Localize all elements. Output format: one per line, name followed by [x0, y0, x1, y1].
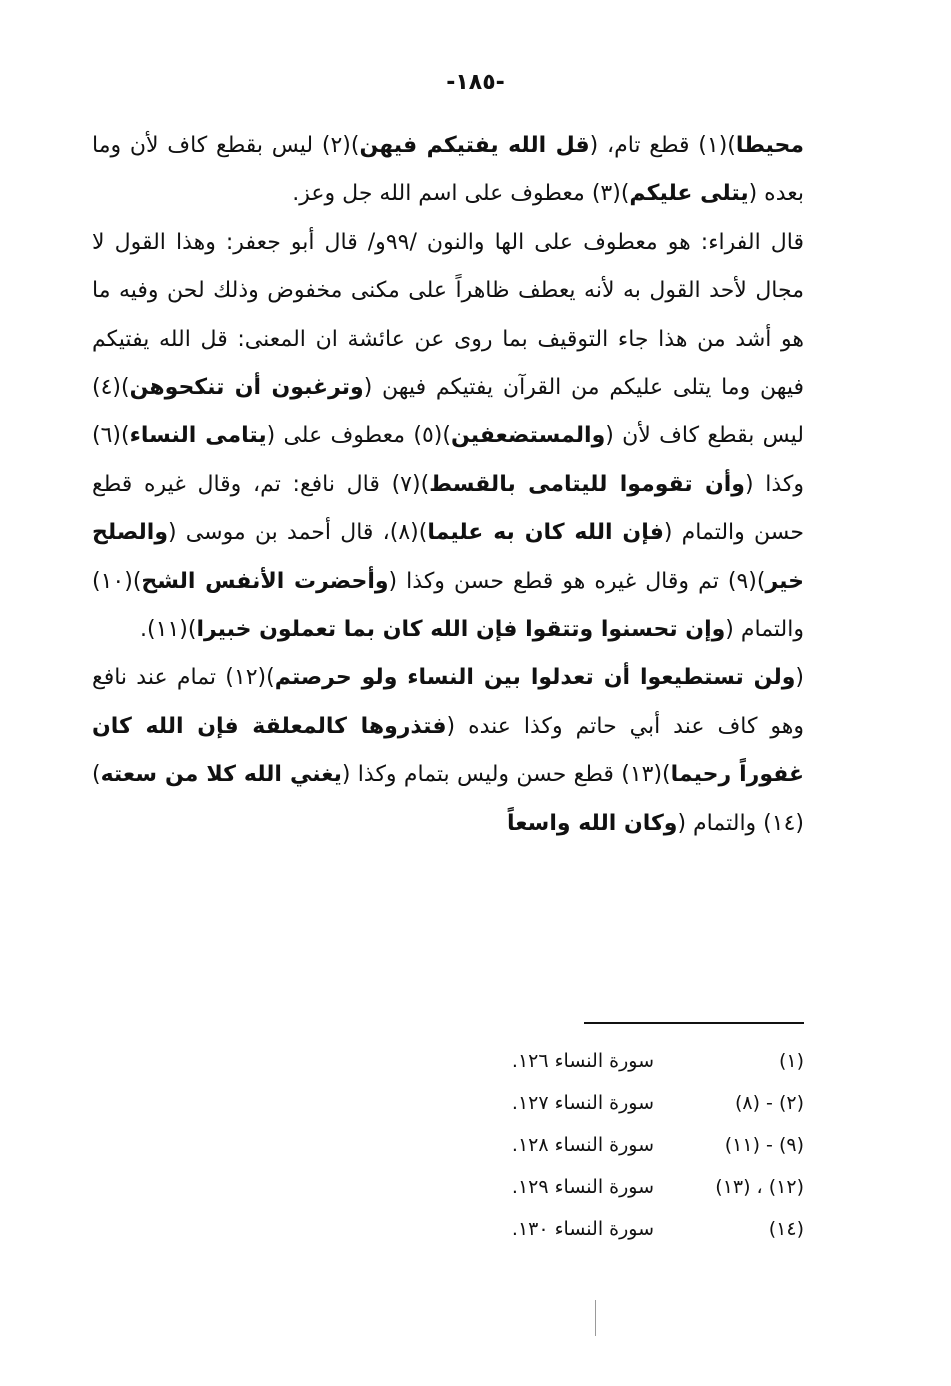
- paragraph: [92, 122, 804, 219]
- footnote-item: [470, 1124, 804, 1166]
- text-segment: )(٤) ليس بقطع كاف لأن (: [92, 375, 804, 449]
- quran-quote: قل الله يفتيكم فيهن: [359, 133, 590, 158]
- quran-quote: وترغبون أن تنكحوهن: [129, 375, 364, 401]
- main-text: [92, 122, 804, 848]
- footnote-item: [470, 1166, 804, 1208]
- quran-quote: يتلى عليكم: [629, 181, 749, 207]
- footnote-text: سورة النساء ١٢٨.: [511, 1134, 654, 1156]
- text-segment: )(٦) وكذا (: [92, 423, 804, 497]
- text-segment: قال الفراء: هو معطوف على الها والنون /٩٩و/ قال أبو جعفر: وهذا القول لا مجال لأحد القول به لأنه يعطف ظاهراً على مكنى مخفوض وذلك لحن وفيه ما هو أشد من هذا جاء التوقيف بما روى عن عائشة ان المعنى: قل الله يفتيكم فيهن وما يتلى عليكم من القرآن يفتيكم فيهن (: [92, 229, 805, 401]
- quran-quote: محيطا: [735, 133, 805, 158]
- text-segment: )(٣) معطوف على اسم الله جل وعز.: [292, 181, 630, 207]
- quran-quote: وأن تقوموا لليتامى بالقسط: [429, 471, 745, 497]
- footnote-text: سورة النساء ١٢٧.: [511, 1092, 654, 1114]
- footnote-item: [470, 1208, 804, 1250]
- footnote-ref: (٢) - (٨): [734, 1092, 804, 1114]
- text-segment: )(٧) قال نافع: تم، وقال غيره قطع حسن والتمام (: [92, 471, 804, 546]
- quran-quote: يتامى النساء: [129, 423, 267, 449]
- quran-quote: فإن الله كان به عليما: [427, 520, 664, 546]
- footnote-text: سورة النساء ١٢٩.: [511, 1176, 654, 1198]
- quran-quote: يغني الله كلا من سعته: [100, 762, 342, 788]
- quran-quote: ولن تستطيعوا أن تعدلوا بين النساء ولو حرصتم: [274, 665, 796, 691]
- footnote-item: [470, 1082, 804, 1124]
- quran-quote: وأحضرت الأنفس الشح: [141, 568, 389, 594]
- footnote-text: سورة النساء ١٣٠.: [511, 1218, 654, 1240]
- text-segment: )(١٣) قطع حسن وليس بتمام وكذا (: [341, 762, 671, 788]
- quran-quote: وإن تحسنوا وتتقوا فإن الله كان بما تعملون خبيرا: [196, 617, 726, 643]
- text-segment: )(١٢) تمام عند نافع وهو كاف عند أبي حاتم وكذا عنده (: [92, 665, 804, 739]
- quran-quote: والصلح خير: [92, 520, 804, 594]
- quran-quote: والمستضعفين: [450, 423, 606, 449]
- footnotes: [470, 1040, 804, 1250]
- text-segment: )(١١).: [140, 617, 197, 643]
- quran-quote: وكان الله واسعاً: [507, 810, 678, 836]
- paragraph: [92, 654, 804, 848]
- quran-quote: فتذروها كالمعلقة فإن الله كان غفوراً رحيما: [92, 713, 805, 788]
- text-segment: )(٩) تم وقال غيره هو قطع حسن وكذا (: [388, 568, 766, 594]
- footnote-ref: (١): [778, 1050, 804, 1072]
- paragraph: [92, 219, 804, 655]
- footnote-ref: (١٢) ، (١٣): [715, 1176, 804, 1198]
- footnote-ref: (١٤): [768, 1218, 804, 1240]
- text-segment: )(١٤) والتمام (: [92, 762, 804, 836]
- page-crease-mark: [595, 1300, 596, 1336]
- page-number: -١٨٥-: [446, 70, 505, 95]
- footnote-ref: (٩) - (١١): [724, 1134, 804, 1156]
- text-segment: )(١٠) والتمام (: [92, 568, 804, 643]
- footnote-text: سورة النساء ١٢٦.: [511, 1050, 654, 1072]
- text-segment: (: [795, 665, 805, 691]
- text-segment: )(٢) ليس بقطع كاف لأن وما بعده (: [92, 133, 804, 207]
- footnote-item: [470, 1040, 804, 1082]
- text-segment: )(٨)، قال أحمد بن موسى (: [168, 520, 428, 546]
- footnote-separator: [584, 1022, 804, 1024]
- text-segment: )(٥) معطوف على (: [266, 423, 451, 449]
- text-segment: )(١) قطع تام، (: [589, 133, 736, 158]
